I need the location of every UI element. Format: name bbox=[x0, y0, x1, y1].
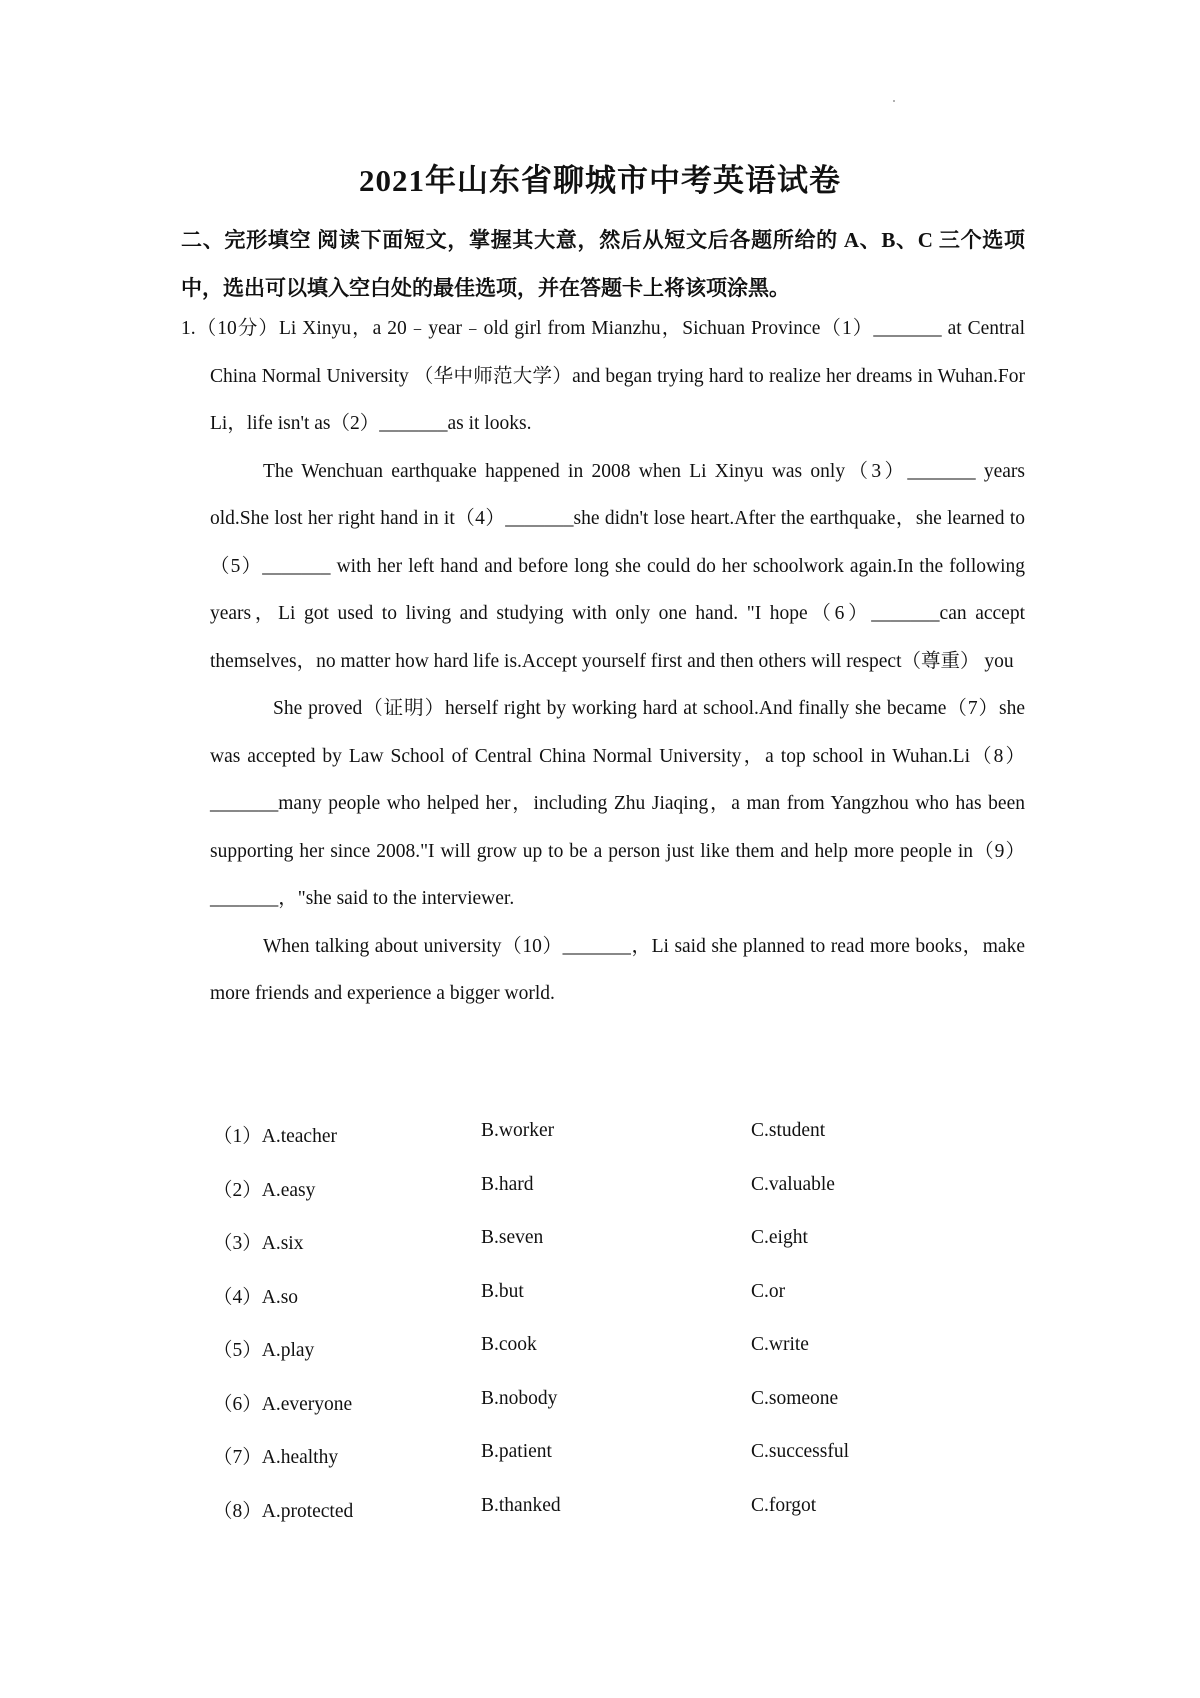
passage-paragraph-1: 1.（10分）Li Xinyu，a 20﹣year﹣old girl from Mianzhu，Sichuan Province（1）_______ at Central China Normal University （华中师范大学）and began trying hard to realize her dreams in Wuhan.For Li，life isn't as（2）_______as it looks. bbox=[181, 318, 1025, 434]
option-row-8 bbox=[213, 1495, 1013, 1549]
instruction-text: 二、完形填空 阅读下面短文，掌握其大意，然后从短文后各题所给的 A、B、C 三个选项中，选出可以填入空白处的最佳选项，并在答题卡上将该项涂黑。 bbox=[181, 228, 1025, 300]
option-row-7 bbox=[213, 1441, 1013, 1495]
option-a[interactable]: （2）A.easy bbox=[213, 1179, 316, 1201]
option-row-1 bbox=[213, 1120, 1013, 1174]
option-b[interactable]: B.seven bbox=[481, 1227, 544, 1248]
option-row-6 bbox=[213, 1388, 1013, 1442]
option-b[interactable]: B.cook bbox=[481, 1334, 537, 1355]
option-row-3 bbox=[213, 1227, 1013, 1281]
section-instructions bbox=[181, 216, 1025, 312]
answer-options bbox=[213, 1120, 1013, 1548]
passage-paragraph-3: She proved（证明）herself right by working hard at school.And finally she became（7）she was accepted by Law School of Central China Normal University，a top school in Wuhan.Li（8）_______many people who helped her，including Zhu Jiaqing，a man from Yangzhou who has been supporting her since 2008."I will grow up to be a person just like them and help more people in（9）_______，"she said to the interviewer. bbox=[210, 698, 1025, 909]
option-c[interactable]: C.student bbox=[751, 1120, 826, 1141]
option-c[interactable]: C.eight bbox=[751, 1227, 808, 1248]
option-row-4 bbox=[213, 1281, 1013, 1335]
option-a[interactable]: （5）A.play bbox=[213, 1340, 315, 1361]
option-c[interactable]: C.someone bbox=[751, 1387, 839, 1409]
option-c[interactable]: C.write bbox=[751, 1334, 809, 1355]
passage-paragraph-2: The Wenchuan earthquake happened in 2008 when Li Xinyu was only（3）_______ years old.She lost her right hand in it（4）_______she didn't lose heart.After the earthquake，she learned to（5）_______ with her left hand and before long she could do her schoolwork again.In the following years，Li got used to living and studying with only one hand. "I hope（6）_______can accept themselves，no matter how hard life is.Accept yourself first and then others will respect（尊重） you bbox=[210, 460, 1025, 672]
option-b[interactable]: B.but bbox=[481, 1280, 524, 1302]
option-c[interactable]: C.or bbox=[751, 1280, 786, 1302]
option-b[interactable]: B.thanked bbox=[481, 1494, 561, 1516]
option-b[interactable]: B.nobody bbox=[481, 1387, 558, 1409]
option-b[interactable]: B.patient bbox=[481, 1441, 552, 1462]
cloze-passage bbox=[181, 305, 1025, 1018]
option-c[interactable]: C.valuable bbox=[751, 1173, 835, 1195]
option-row-5 bbox=[213, 1334, 1013, 1388]
option-a[interactable]: （6）A.everyone bbox=[213, 1393, 353, 1415]
option-b[interactable]: B.hard bbox=[481, 1173, 534, 1195]
option-b[interactable]: B.worker bbox=[481, 1120, 555, 1141]
option-a[interactable]: （3）A.six bbox=[213, 1233, 304, 1254]
option-a[interactable]: （1）A.teacher bbox=[213, 1126, 337, 1147]
option-a[interactable]: （8）A.protected bbox=[213, 1500, 354, 1522]
option-a[interactable]: （7）A.healthy bbox=[213, 1447, 339, 1468]
page-title: 2021年山东省聊城市中考英语试卷 bbox=[359, 163, 841, 198]
option-row-2 bbox=[213, 1174, 1013, 1228]
option-a[interactable]: （4）A.so bbox=[213, 1286, 299, 1308]
option-c[interactable]: C.successful bbox=[751, 1441, 850, 1462]
passage-paragraph-4: When talking about university（10）_______，Li said she planned to read more books，make more friends and experience a bigger world. bbox=[210, 935, 1025, 1004]
option-c[interactable]: C.forgot bbox=[751, 1494, 817, 1516]
scan-speck bbox=[893, 100, 895, 102]
